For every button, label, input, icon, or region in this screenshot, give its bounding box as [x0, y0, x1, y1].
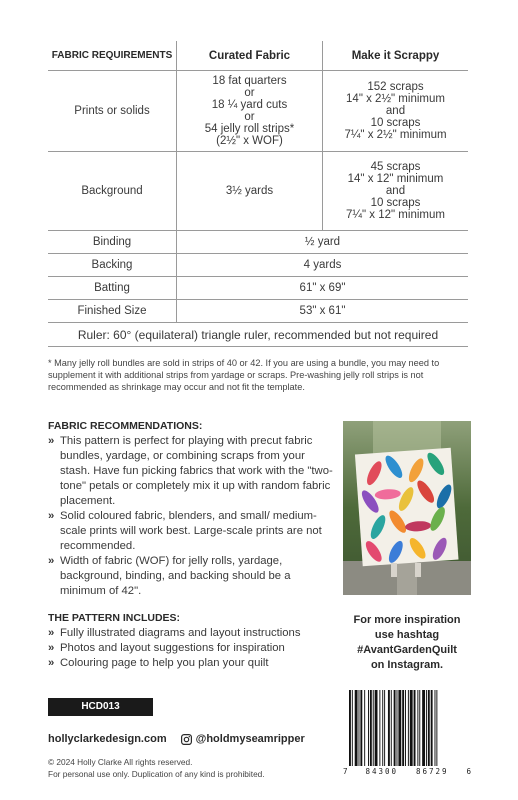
barcode-bar: [435, 690, 436, 766]
barcode-bar: [382, 690, 383, 766]
prints-curated: 18 fat quarters or 18 ¼ yard cuts or 54 jelly roll strips* (2½" x WOF): [177, 71, 323, 152]
header-fabric-requirements: FABRIC REQUIREMENTS: [48, 41, 177, 71]
barcode-bar: [391, 690, 392, 766]
hashtag: #AvantGardenQuilt: [357, 644, 457, 656]
table-row-ruler: [48, 323, 468, 347]
barcode-bar: [417, 690, 418, 766]
recommendations-list: [48, 434, 338, 599]
barcode-bar: [373, 690, 374, 766]
fabric-requirements-table: [48, 41, 468, 347]
barcode-bar: [402, 690, 404, 766]
table-header-row: [48, 41, 468, 71]
barcode: [343, 690, 471, 768]
barcode-bar: [431, 690, 433, 766]
backing-value: 4 yards: [177, 254, 469, 277]
barcode-bar: [364, 690, 365, 766]
row-label-batting: Batting: [48, 277, 177, 300]
background-scrappy: 45 scraps 14" x 12" minimum and 10 scraps 7¼" x 12" minimum: [323, 152, 469, 231]
barcode-bar: [394, 690, 396, 766]
barcode-bar: [436, 690, 437, 766]
barcode-bar: [384, 690, 385, 766]
legal-text: [48, 756, 265, 780]
bullet-icon: »: [48, 627, 55, 639]
barcode-bar: [352, 690, 353, 766]
inspiration-note: For more inspiration use hashtag #AvantGardenQuilt on Instagram.: [343, 613, 471, 673]
website-link[interactable]: hollyclarkedesign.com: [48, 733, 167, 745]
barcode-bar: [355, 690, 358, 766]
row-label-backing: Backing: [48, 254, 177, 277]
barcode-bar: [359, 690, 360, 766]
list-item: » Colouring page to help you plan your quilt: [48, 657, 269, 669]
product-code-badge: HCD013: [48, 698, 153, 716]
barcode-bar: [397, 690, 398, 766]
includes-title: THE PATTERN INCLUDES:: [48, 612, 181, 624]
bullet-icon: »: [48, 510, 55, 522]
table-row-prints: [48, 71, 468, 152]
table-row-finished-size: [48, 300, 468, 323]
header-curated-fabric: Curated Fabric: [177, 41, 323, 71]
barcode-bar: [398, 690, 401, 766]
row-label-finished-size: Finished Size: [48, 300, 177, 323]
bullet-icon: »: [48, 657, 55, 669]
batting-value: 61" x 69": [177, 277, 469, 300]
prints-scrappy: 152 scraps 14" x 2½" minimum and 10 scraps 7¼" x 2½" minimum: [323, 71, 469, 152]
bullet-icon: »: [48, 642, 55, 654]
instagram-handle[interactable]: @holdmyseamripper: [195, 733, 305, 745]
barcode-bar: [405, 690, 406, 766]
barcode-bar: [370, 690, 372, 766]
background-curated: 3½ yards: [177, 152, 323, 231]
bullet-icon: »: [48, 435, 55, 447]
barcode-number: 7 84300 86729 6: [343, 767, 471, 776]
barcode-bar: [379, 690, 380, 766]
list-item: » Width of fabric (WOF) for jelly rolls, yardage, background, binding, and backing should be a minimum of 42".: [48, 555, 291, 597]
barcode-bar: [428, 690, 430, 766]
finished-size-value: 53" x 61": [177, 300, 469, 323]
barcode-bar: [410, 690, 413, 766]
list-item: » Fully illustrated diagrams and layout instructions: [48, 627, 301, 639]
copyright: © 2024 Holly Clarke All rights reserved.: [48, 757, 193, 767]
table-row-backing: [48, 254, 468, 277]
header-make-it-scrappy: Make it Scrappy: [323, 41, 469, 71]
usage-notice: For personal use only. Duplication of any kind is prohibited.: [48, 769, 265, 779]
recommendations-title: FABRIC RECOMMENDATIONS:: [48, 420, 203, 432]
contact-line: [48, 733, 305, 745]
row-label-binding: Binding: [48, 231, 177, 254]
barcode-bar: [422, 690, 425, 766]
row-label-background: Background: [48, 152, 177, 231]
barcode-bar: [349, 690, 351, 766]
bullet-icon: »: [48, 555, 55, 567]
list-item: » Photos and layout suggestions for inspiration: [48, 642, 285, 654]
list-item: » Solid coloured fabric, blenders, and small/ medium-scale prints will work best. Large-scale prints are not recommended.: [48, 510, 322, 552]
barcode-bar: [360, 690, 362, 766]
barcode-bar: [419, 690, 420, 766]
footnote: * Many jelly roll bundles are sold in strips of 40 or 42. If you are using a bundle, you may need to supplement it with additional strips from yardage or scraps. Pre-washing jelly roll strips is not recommended as shrinkage may occur and not fit the template.: [48, 358, 440, 392]
barcode-bar: [388, 690, 390, 766]
table-row-binding: [48, 231, 468, 254]
barcode-bar: [414, 690, 416, 766]
table-row-batting: [48, 277, 468, 300]
barcode-bar: [426, 690, 427, 766]
ruler-note: Ruler: 60° (equilateral) triangle ruler, recommended but not required: [48, 323, 468, 347]
list-item: » This pattern is perfect for playing with precut fabric bundles, yardage, or combining scraps from your stash. Have fun picking fabrics that work with the "two-tone" petals or completely mix it up with random fabric placement.: [48, 435, 333, 507]
includes-list: [48, 626, 343, 671]
quilt-photo: [343, 421, 471, 595]
barcode-bar: [368, 690, 369, 766]
binding-value: ½ yard: [177, 231, 469, 254]
row-label-prints: Prints or solids: [48, 71, 177, 152]
table-row-background: [48, 152, 468, 231]
instagram-icon: [181, 734, 192, 745]
barcode-bar: [408, 690, 409, 766]
barcode-bar: [375, 690, 378, 766]
